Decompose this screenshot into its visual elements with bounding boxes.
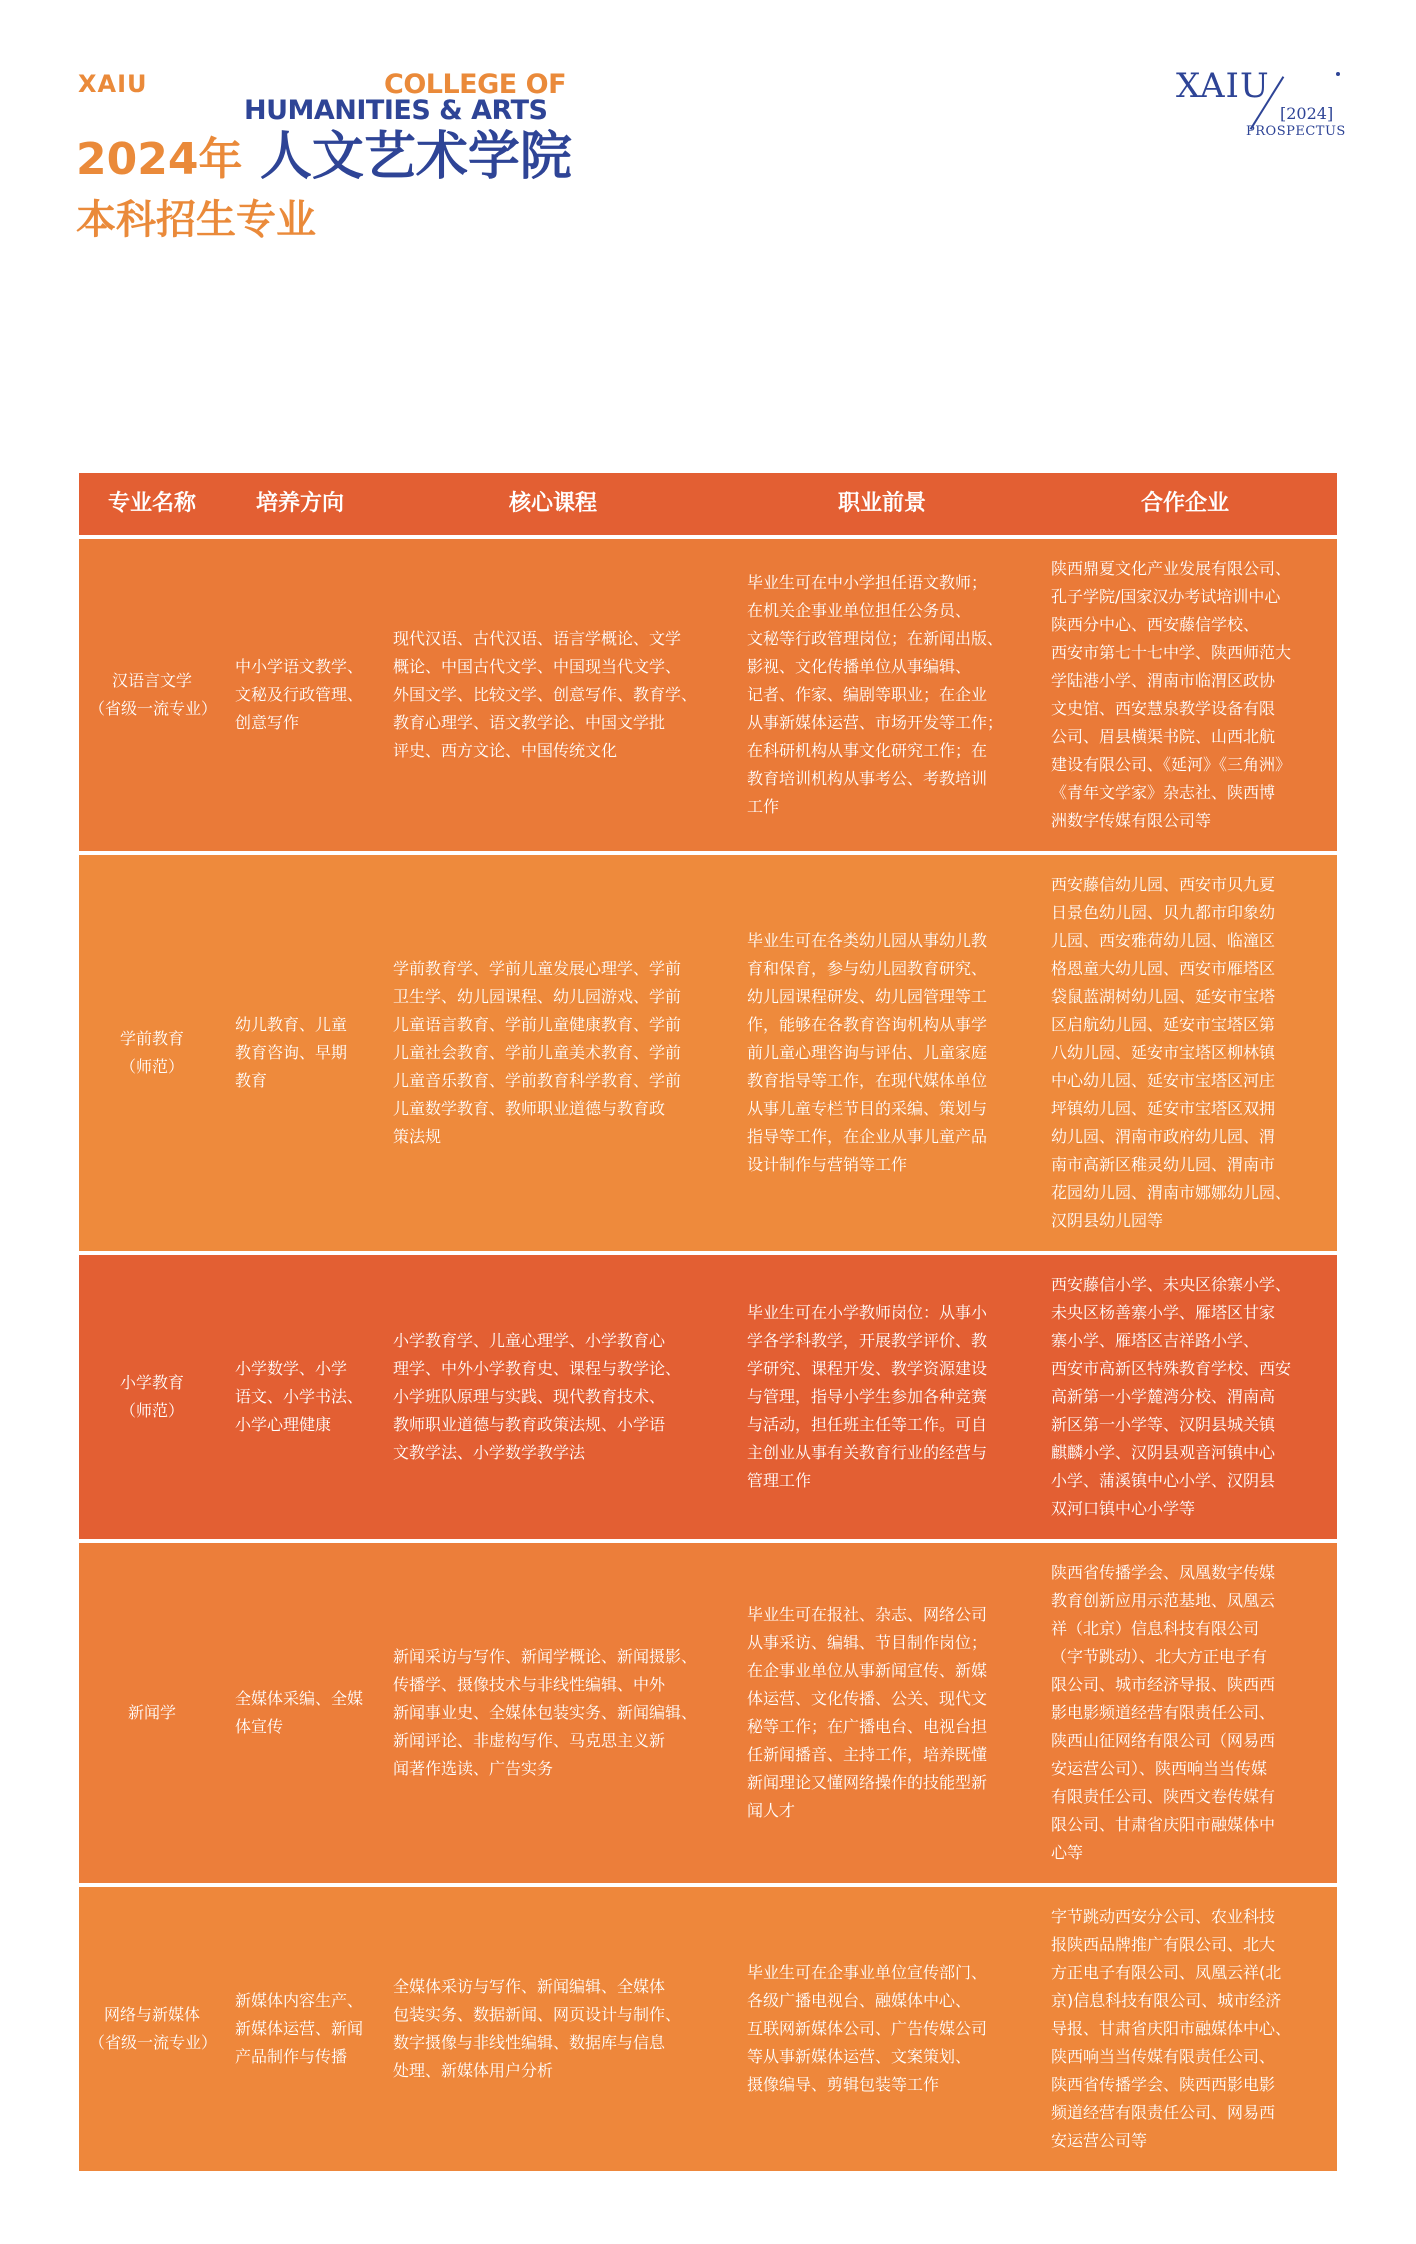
college-english-name: [244, 69, 567, 126]
table-row: [79, 1255, 1337, 1539]
major-direction: 全媒体采编、全媒 体宣传: [235, 1689, 364, 1736]
major-direction: 小学数学、小学 语文、小学书法、 小学心理健康: [235, 1359, 364, 1434]
page-title: [76, 128, 572, 189]
major-courses: 新闻采访与写作、新闻学概论、新闻摄影、 传播学、摄像技术与非线性编辑、中外 新闻事业史、全媒体包装实务、新闻编辑、 新闻评论、非虚构写作、马克思主义新 闻著作选读、广告实务: [393, 1647, 698, 1778]
major-direction: 中小学语文教学、 文秘及行政管理、 创意写作: [235, 657, 364, 732]
title-year: 2024年: [76, 134, 243, 185]
majors-table: [79, 473, 1337, 2171]
major-partners: 字节跳动西安分公司、农业科技 报陕西品牌推广有限公司、北大 方正电子有限公司、凤凰云祥(北 京)信息科技有限公司、城市经济 导报、甘肃省庆阳市融媒体中心、 陕西响当当传媒有限责任公司、 陕西省传播学会、陕西西影电影 频道经营有限责任公司、网易西 安运营公司等: [1051, 1907, 1292, 2150]
brand-year: [2024]: [1280, 104, 1334, 123]
major-career: 毕业生可在各类幼儿园从事幼儿教 育和保育，参与幼儿园教育研究、 幼儿园课程研发、幼儿园管理等工 作，能够在各教育咨询机构从事学 前儿童心理咨询与评估、儿童家庭 教育指导等工作，在现代媒体单位 从事儿童专栏节目的采编、策划与 指导等工作，在企业从事儿童产品 设计制作与营销等工作: [747, 931, 988, 1174]
table-row: [79, 1543, 1337, 1883]
page-subtitle: 本科招生专业: [76, 197, 316, 243]
col-header-name: 专业名称: [107, 491, 196, 516]
major-direction: 幼儿教育、儿童 教育咨询、早期 教育: [235, 1015, 348, 1090]
major-name: 小学教育 （师范）: [119, 1373, 184, 1420]
major-name: 汉语言文学 （省级一流专业）: [89, 671, 218, 718]
page-header: [0, 0, 1416, 300]
major-courses: 小学教育学、儿童心理学、小学教育心 理学、中外小学教育史、课程与教学论、 小学班队原理与实践、现代教育技术、 教师职业道德与教育政策法规、小学语 文教学法、小学数学教学法: [393, 1331, 682, 1462]
major-courses: 现代汉语、古代汉语、语言学概论、文学 概论、中国古代文学、中国现当代文学、 外国文学、比较文学、创意写作、教育学、 教育心理学、语文教学论、中国文学批 评史、西方文论、中国传统文化: [393, 629, 698, 760]
college-en-line2: HUMANITIES & ARTS: [244, 95, 548, 126]
table-header-row: [79, 473, 1337, 535]
col-header-partners: 合作企业: [1140, 491, 1229, 516]
table-row: [79, 855, 1337, 1251]
major-career: 毕业生可在报社、杂志、网络公司 从事采访、编辑、节目制作岗位； 在企事业单位从事新闻宣传、新媒 体运营、文化传播、公关、现代文 秘等工作；在广播电台、电视台担 任新闻播音、主持工作，培养既懂 新闻理论又懂网络操作的技能型新 闻人才: [747, 1605, 988, 1820]
major-career: 毕业生可在企事业单位宣传部门、 各级广播电视台、融媒体中心、 互联网新媒体公司、广告传媒公司 等从事新媒体运营、文案策划、 摄像编导、剪辑包装等工作: [747, 1963, 988, 2094]
major-partners: 陕西鼎夏文化产业发展有限公司、 孔子学院/国家汉办考试培训中心 陕西分中心、西安藤信学校、 西安市第七十七中学、陕西师范大 学陆港小学、渭南市临渭区政协 文史馆、西安慧泉教学设备有限 公司、眉县横渠书院、山西北航 建设有限公司、《延河》《三角洲》 《青年文学家》杂志社、陕西博 洲数字传媒有限公司等: [1051, 559, 1292, 830]
table-row: [79, 539, 1337, 851]
logo-dot-icon: [1336, 72, 1340, 76]
col-header-direction: 培养方向: [255, 491, 344, 516]
major-career: 毕业生可在小学教师岗位：从事小 学各学科教学，开展教学评价、教 学研究、课程开发、教学资源建设 与管理，指导小学生参加各种竞赛 与活动，担任班主任等工作。可自 主创业从事有关教育行业的经营与 管理工作: [747, 1303, 988, 1490]
brand-name: XAIU: [1176, 66, 1270, 106]
major-partners: 陕西省传播学会、凤凰数字传媒 教育创新应用示范基地、凤凰云 祥（北京）信息科技有限公司 （字节跳动）、北大方正电子有 限公司、城市经济导报、陕西西 影电影频道经营有限责任公司、 陕西山征网络有限公司（网易西 安运营公司）、陕西响当当传媒 有限责任公司、陕西文卷传媒有 限公司、甘肃省庆阳市融媒体中 心等: [1051, 1563, 1276, 1862]
major-career: 毕业生可在中小学担任语文教师； 在机关企事业单位担任公务员、 文秘等行政管理岗位；在新闻出版、 影视、文化传播单位从事编辑、 记者、作家、编剧等职业；在企业 从事新媒体运营、市场开发等工作； 在科研机构从事文化研究工作；在 教育培训机构从事考公、考教培训 工作: [747, 573, 1004, 816]
major-direction: 新媒体内容生产、 新媒体运营、新闻 产品制作与传播: [235, 1991, 364, 2066]
major-courses: 学前教育学、学前儿童发展心理学、学前 卫生学、幼儿园课程、幼儿园游戏、学前 儿童语言教育、学前儿童健康教育、学前 儿童社会教育、学前儿童美术教育、学前 儿童音乐教育、学前教育科学教育、学前 儿童数学教育、教师职业道德与教育政 策法规: [393, 959, 682, 1146]
col-header-courses: 核心课程: [508, 491, 597, 516]
xaiu-logo-text: XAIU: [78, 70, 148, 98]
prospectus-logo: [1168, 60, 1348, 150]
major-name: 新闻学: [127, 1703, 176, 1722]
col-header-career: 职业前景: [837, 491, 926, 516]
college-en-line1: COLLEGE OF: [384, 69, 567, 100]
major-courses: 全媒体采访与写作、新闻编辑、全媒体 包装实务、数据新闻、网页设计与制作、 数字摄像与非线性编辑、数据库与信息 处理、新媒体用户分析: [393, 1977, 682, 2080]
major-name: 学前教育 （师范）: [119, 1029, 184, 1076]
brand-prospectus: PROSPECTUS: [1246, 124, 1346, 139]
major-partners: 西安藤信小学、未央区徐寨小学、 未央区杨善寨小学、雁塔区甘家 寨小学、雁塔区吉祥路小学、 西安市高新区特殊教育学校、西安 高新第一小学麓湾分校、渭南高 新区第一小学等、汉阴县城关镇 麒麟小学、汉阴县观音河镇中心 小学、蒲溪镇中心小学、汉阴县 双河口镇中心小学等: [1051, 1275, 1292, 1518]
title-college: 人文艺术学院: [259, 127, 572, 187]
major-name: 网络与新媒体 （省级一流专业）: [89, 2005, 218, 2052]
major-partners: 西安藤信幼儿园、西安市贝九夏 日景色幼儿园、贝九都市印象幼 儿园、西安雅荷幼儿园、临潼区 格恩童大幼儿园、西安市雁塔区 袋鼠蓝湖树幼儿园、延安市宝塔 区启航幼儿园、延安市宝塔区第 八幼儿园、延安市宝塔区柳林镇 中心幼儿园、延安市宝塔区河庄 坪镇幼儿园、延安市宝塔区双拥 幼儿园、渭南市政府幼儿园、渭 南市高新区稚灵幼儿园、渭南市 花园幼儿园、渭南市娜娜幼儿园、 汉阴县幼儿园等: [1051, 875, 1292, 1230]
table-row: [79, 1887, 1337, 2171]
